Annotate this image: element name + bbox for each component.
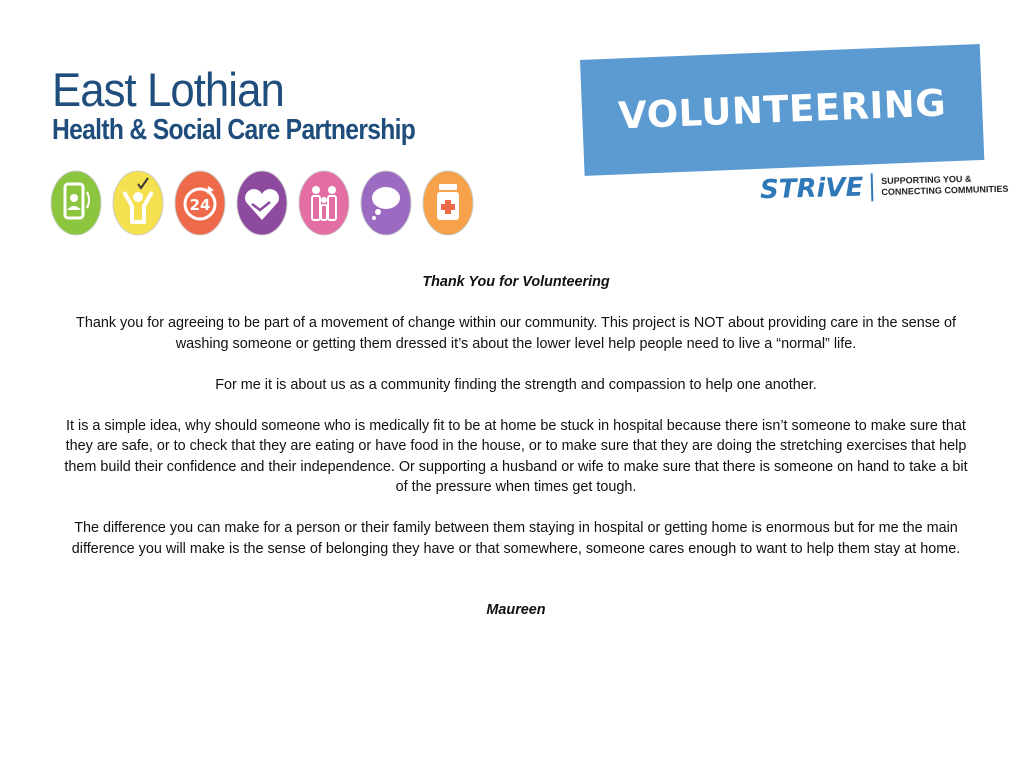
heart-handshake-icon	[234, 170, 296, 236]
letter-body	[60, 272, 972, 641]
strive-brand: STRiVE	[759, 172, 864, 206]
person-check-icon	[110, 170, 172, 236]
strive-tagline-line2: CONNECTING COMMUNITIES	[881, 183, 1009, 198]
letter-signature: Maureen	[486, 602, 546, 618]
clock-24-icon	[172, 170, 234, 236]
family-icon	[296, 170, 358, 236]
letter-paragraph-4: The difference you can make for a person or their family between them staying in hospital or getting home is enormous but for me the main difference you will make is the sense of belonging they have or that somewhere, someone cares enough to want to help them stay at home.	[71, 520, 961, 557]
thought-bubble-icon	[358, 170, 420, 236]
strive-tagline-line1: SUPPORTING YOU &	[880, 173, 972, 187]
logo-subtitle: Health & Social Care Partnership	[52, 114, 416, 146]
medicine-icon	[420, 170, 482, 236]
service-icons	[48, 170, 482, 236]
east-lothian-logo	[52, 63, 479, 147]
volunteering-banner	[580, 44, 984, 176]
strive-divider	[871, 173, 874, 201]
strive-logo	[760, 169, 1009, 205]
logo-title: East Lothian	[52, 63, 284, 116]
svg-text:24: 24	[189, 196, 211, 214]
phone-icon	[48, 170, 110, 236]
strive-tagline	[881, 173, 1009, 198]
letter-heading: Thank You for Volunteering	[422, 274, 610, 290]
letter-paragraph-1: Thank you for agreeing to be part of a movement of change within our community. This project is NOT about providing care in the sense of washing someone or getting them dressed it’s about the lower level help people need to live a “normal” life.	[76, 315, 956, 352]
letter-paragraph-2: For me it is about us as a community finding the strength and compassion to help one another.	[215, 376, 817, 393]
letter-paragraph-3: It is a simple idea, why should someone who is medically fit to be at home be stuck in hospital because there isn’t someone to make sure that they are safe, or to check that they are eating or have food in the house, or to make sure that they are doing the stretching exercises that help them build their confidence and their independence. Or supporting a husband or wife to make sure that there is someone on hand to take a bit of the pressure when times get tough.	[64, 417, 968, 495]
banner-title: VOLUNTEERING	[617, 81, 947, 138]
